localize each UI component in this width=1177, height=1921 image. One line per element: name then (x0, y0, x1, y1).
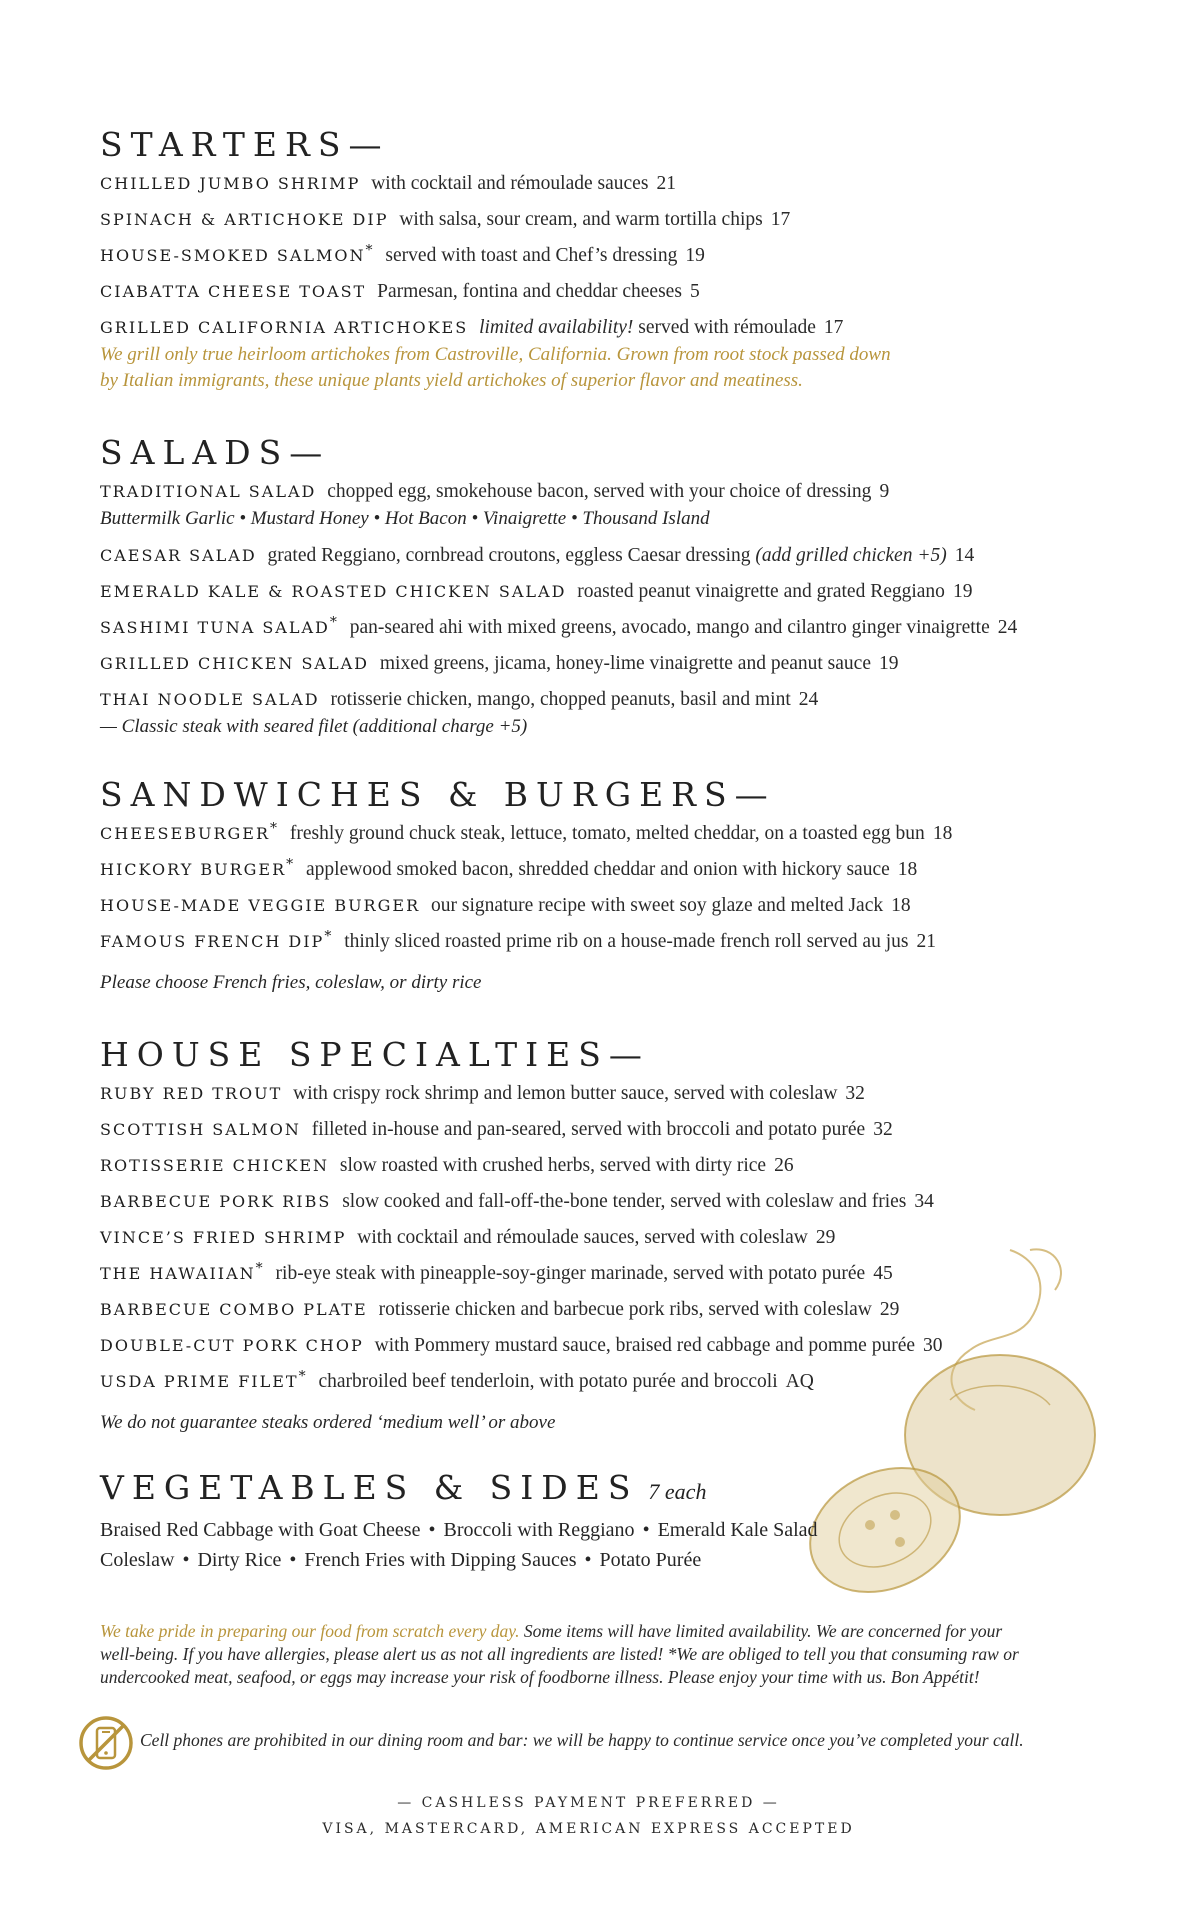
thai-note: — Classic steak with seared filet (additional charge +5) (100, 716, 528, 737)
menu-item: CHEESEBURGER* freshly ground chuck steak, lettuce, tomato, melted cheddar, on a toasted egg bun 18 (100, 820, 953, 844)
no-cellphone-icon (78, 1715, 134, 1771)
section-title: SANDWICHES & BURGERS— (100, 775, 768, 814)
disclaimer: We take pride in preparing our food from scratch every day. Some items will have limited availability. We are concerned for your well-being. If you have allergies, please alert us as not all ingredients are listed! *We are obliged to tell you that consuming raw or undercooked meat, seafood, or eggs may increase your risk of foodborne illness. Please enjoy your time with us. Bon Appétit! (100, 1621, 1019, 1687)
menu-item: TRADITIONAL SALAD chopped egg, smokehouse bacon, served with your choice of dressing 9 (100, 481, 890, 502)
menu-item: HOUSE-MADE VEGGIE BURGER our signature recipe with sweet soy glaze and melted Jack 18 (100, 895, 911, 916)
menu-item: DOUBLE-CUT PORK CHOP with Pommery mustard sauce, braised red cabbage and pomme purée 30 (100, 1335, 943, 1356)
sides-row-2: Coleslaw • Dirty Rice • French Fries with Dipping Sauces • Potato Purée (100, 1549, 702, 1571)
menu-item: CAESAR SALAD grated Reggiano, cornbread croutons, eggless Caesar dressing (add grilled chicken +5) 14 (100, 545, 975, 566)
menu-item: EMERALD KALE & ROASTED CHICKEN SALAD roasted peanut vinaigrette and grated Reggiano 19 (100, 581, 973, 602)
menu-item: USDA PRIME FILET* charbroiled beef tenderloin, with potato purée and broccoli AQ (100, 1368, 814, 1392)
sides-row-1: Braised Red Cabbage with Goat Cheese • Broccoli with Reggiano • Emerald Kale Salad (100, 1519, 818, 1541)
payment-line-1: — CASHLESS PAYMENT PREFERRED — (397, 1795, 780, 1811)
menu-item: THAI NOODLE SALAD rotisserie chicken, mango, chopped peanuts, basil and mint 24 (100, 689, 819, 710)
menu-item: SASHIMI TUNA SALAD* pan-seared ahi with mixed greens, avocado, mango and cilantro ginger vinaigrette 24 (100, 614, 1018, 638)
menu-item: HOUSE-SMOKED SALMON* served with toast and Chef’s dressing 19 (100, 242, 705, 266)
section-title: VEGETABLES & SIDES 7 each (100, 1468, 707, 1507)
cell-phone-text: Cell phones are prohibited in our dining room and bar: we will be happy to continue service once you’ve completed your call. (140, 1730, 1024, 1750)
payment-line-2: VISA, MASTERCARD, AMERICAN EXPRESS ACCEPTED (322, 1821, 855, 1837)
menu-item: THE HAWAIIAN* rib-eye steak with pineapple-soy-ginger marinade, served with potato purée 45 (100, 1260, 893, 1284)
menu-item: FAMOUS FRENCH DIP* thinly sliced roasted prime rib on a house-made french roll served au jus 21 (100, 928, 936, 952)
menu-item: VINCE’S FRIED SHRIMP with cocktail and rémoulade sauces, served with coleslaw 29 (100, 1227, 836, 1248)
menu-item: SPINACH & ARTICHOKE DIP with salsa, sour cream, and warm tortilla chips 17 (100, 209, 791, 230)
menu-item: CHILLED JUMBO SHRIMP with cocktail and rémoulade sauces 21 (100, 173, 676, 194)
menu-item: HICKORY BURGER* applewood smoked bacon, shredded cheddar and onion with hickory sauce 18 (100, 856, 918, 880)
menu-item: ROTISSERIE CHICKEN slow roasted with crushed herbs, served with dirty rice 26 (100, 1155, 794, 1176)
cell-phone-notice (78, 1715, 1128, 1771)
menu-item: CIABATTA CHEESE TOAST Parmesan, fontina and cheddar cheeses 5 (100, 281, 700, 302)
artichoke-note: We grill only true heirloom artichokes from Castroville, California. Grown from root stock passed down by Italian immigrants, these unique plants yield artichokes of superior flavor and meatiness. (100, 344, 891, 391)
menu-item: BARBECUE COMBO PLATE rotisserie chicken and barbecue pork ribs, served with coleslaw 29 (100, 1299, 900, 1320)
menu-item: RUBY RED TROUT with crispy rock shrimp and lemon butter sauce, served with coleslaw 32 (100, 1083, 865, 1104)
sides-section (100, 1468, 1140, 1575)
salads-section (100, 433, 1140, 752)
menu-item: GRILLED CHICKEN SALAD mixed greens, jicama, honey-lime vinaigrette and peanut sauce 19 (100, 653, 899, 674)
menu-item: GRILLED CALIFORNIA ARTICHOKES limited availability! served with rémoulade 17 (100, 317, 844, 338)
menu-item: BARBECUE PORK RIBS slow cooked and fall-off-the-bone tender, served with coleslaw and fries 34 (100, 1191, 934, 1212)
section-title: HOUSE SPECIALTIES— (100, 1035, 642, 1074)
dressing-list: Buttermilk Garlic • Mustard Honey • Hot Bacon • Vinaigrette • Thousand Island (100, 508, 710, 529)
section-title: STARTERS— (100, 125, 382, 164)
section-title: SALADS— (100, 433, 323, 472)
sides-choice-note: Please choose French fries, coleslaw, or dirty rice (100, 972, 482, 993)
menu-item: SCOTTISH SALMON filleted in-house and pan-seared, served with broccoli and potato purée 32 (100, 1119, 893, 1140)
starters-section (100, 125, 1140, 394)
sandwiches-section (100, 775, 1140, 996)
steak-note: We do not guarantee steaks ordered ‘medium well’ or above (100, 1412, 556, 1433)
